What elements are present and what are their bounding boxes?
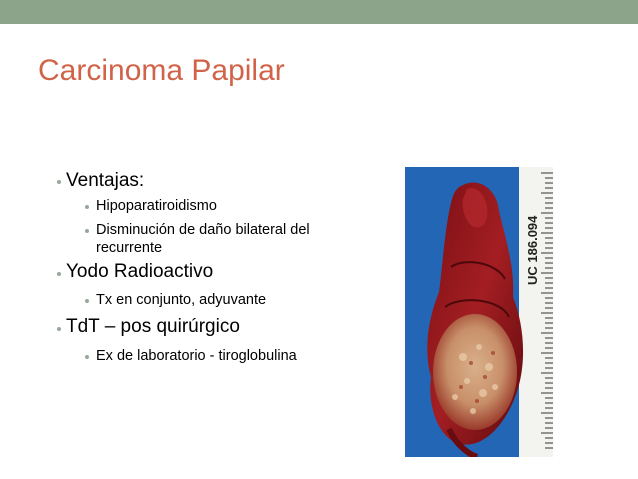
bullet-dot <box>57 180 61 184</box>
specimen-photo <box>405 167 553 457</box>
sub-bullet-dot <box>85 355 89 359</box>
sub-bullet-ex-laboratorio: Ex de laboratorio - tiroglobulina <box>96 348 297 364</box>
top-accent-bar <box>0 0 638 24</box>
bullet-yodo-radioactivo: Yodo Radioactivo <box>66 261 214 282</box>
bullet-ventajas: Ventajas: <box>66 170 145 191</box>
slide-title: Carcinoma Papilar <box>38 54 285 87</box>
thyroid-specimen-illustration <box>405 167 553 457</box>
sub-bullet-dot <box>85 299 89 303</box>
sub-bullet-dot <box>85 229 89 233</box>
bullet-tdt-pos-quirurgico: TdT – pos quirúrgico <box>66 316 240 337</box>
sub-bullet-dot <box>85 205 89 209</box>
sub-bullet-disminucion-cont: recurrente <box>96 240 163 256</box>
bullet-dot <box>57 327 61 331</box>
sub-bullet-hipoparatiroidismo: Hipoparatiroidismo <box>96 198 217 214</box>
bullet-dot <box>57 272 61 276</box>
sub-bullet-disminucion: Disminución de daño bilateral del <box>96 222 310 238</box>
specimen-label: UC 186.094 <box>525 215 540 285</box>
sub-bullet-tx-conjunto: Tx en conjunto, adyuvante <box>96 292 267 308</box>
